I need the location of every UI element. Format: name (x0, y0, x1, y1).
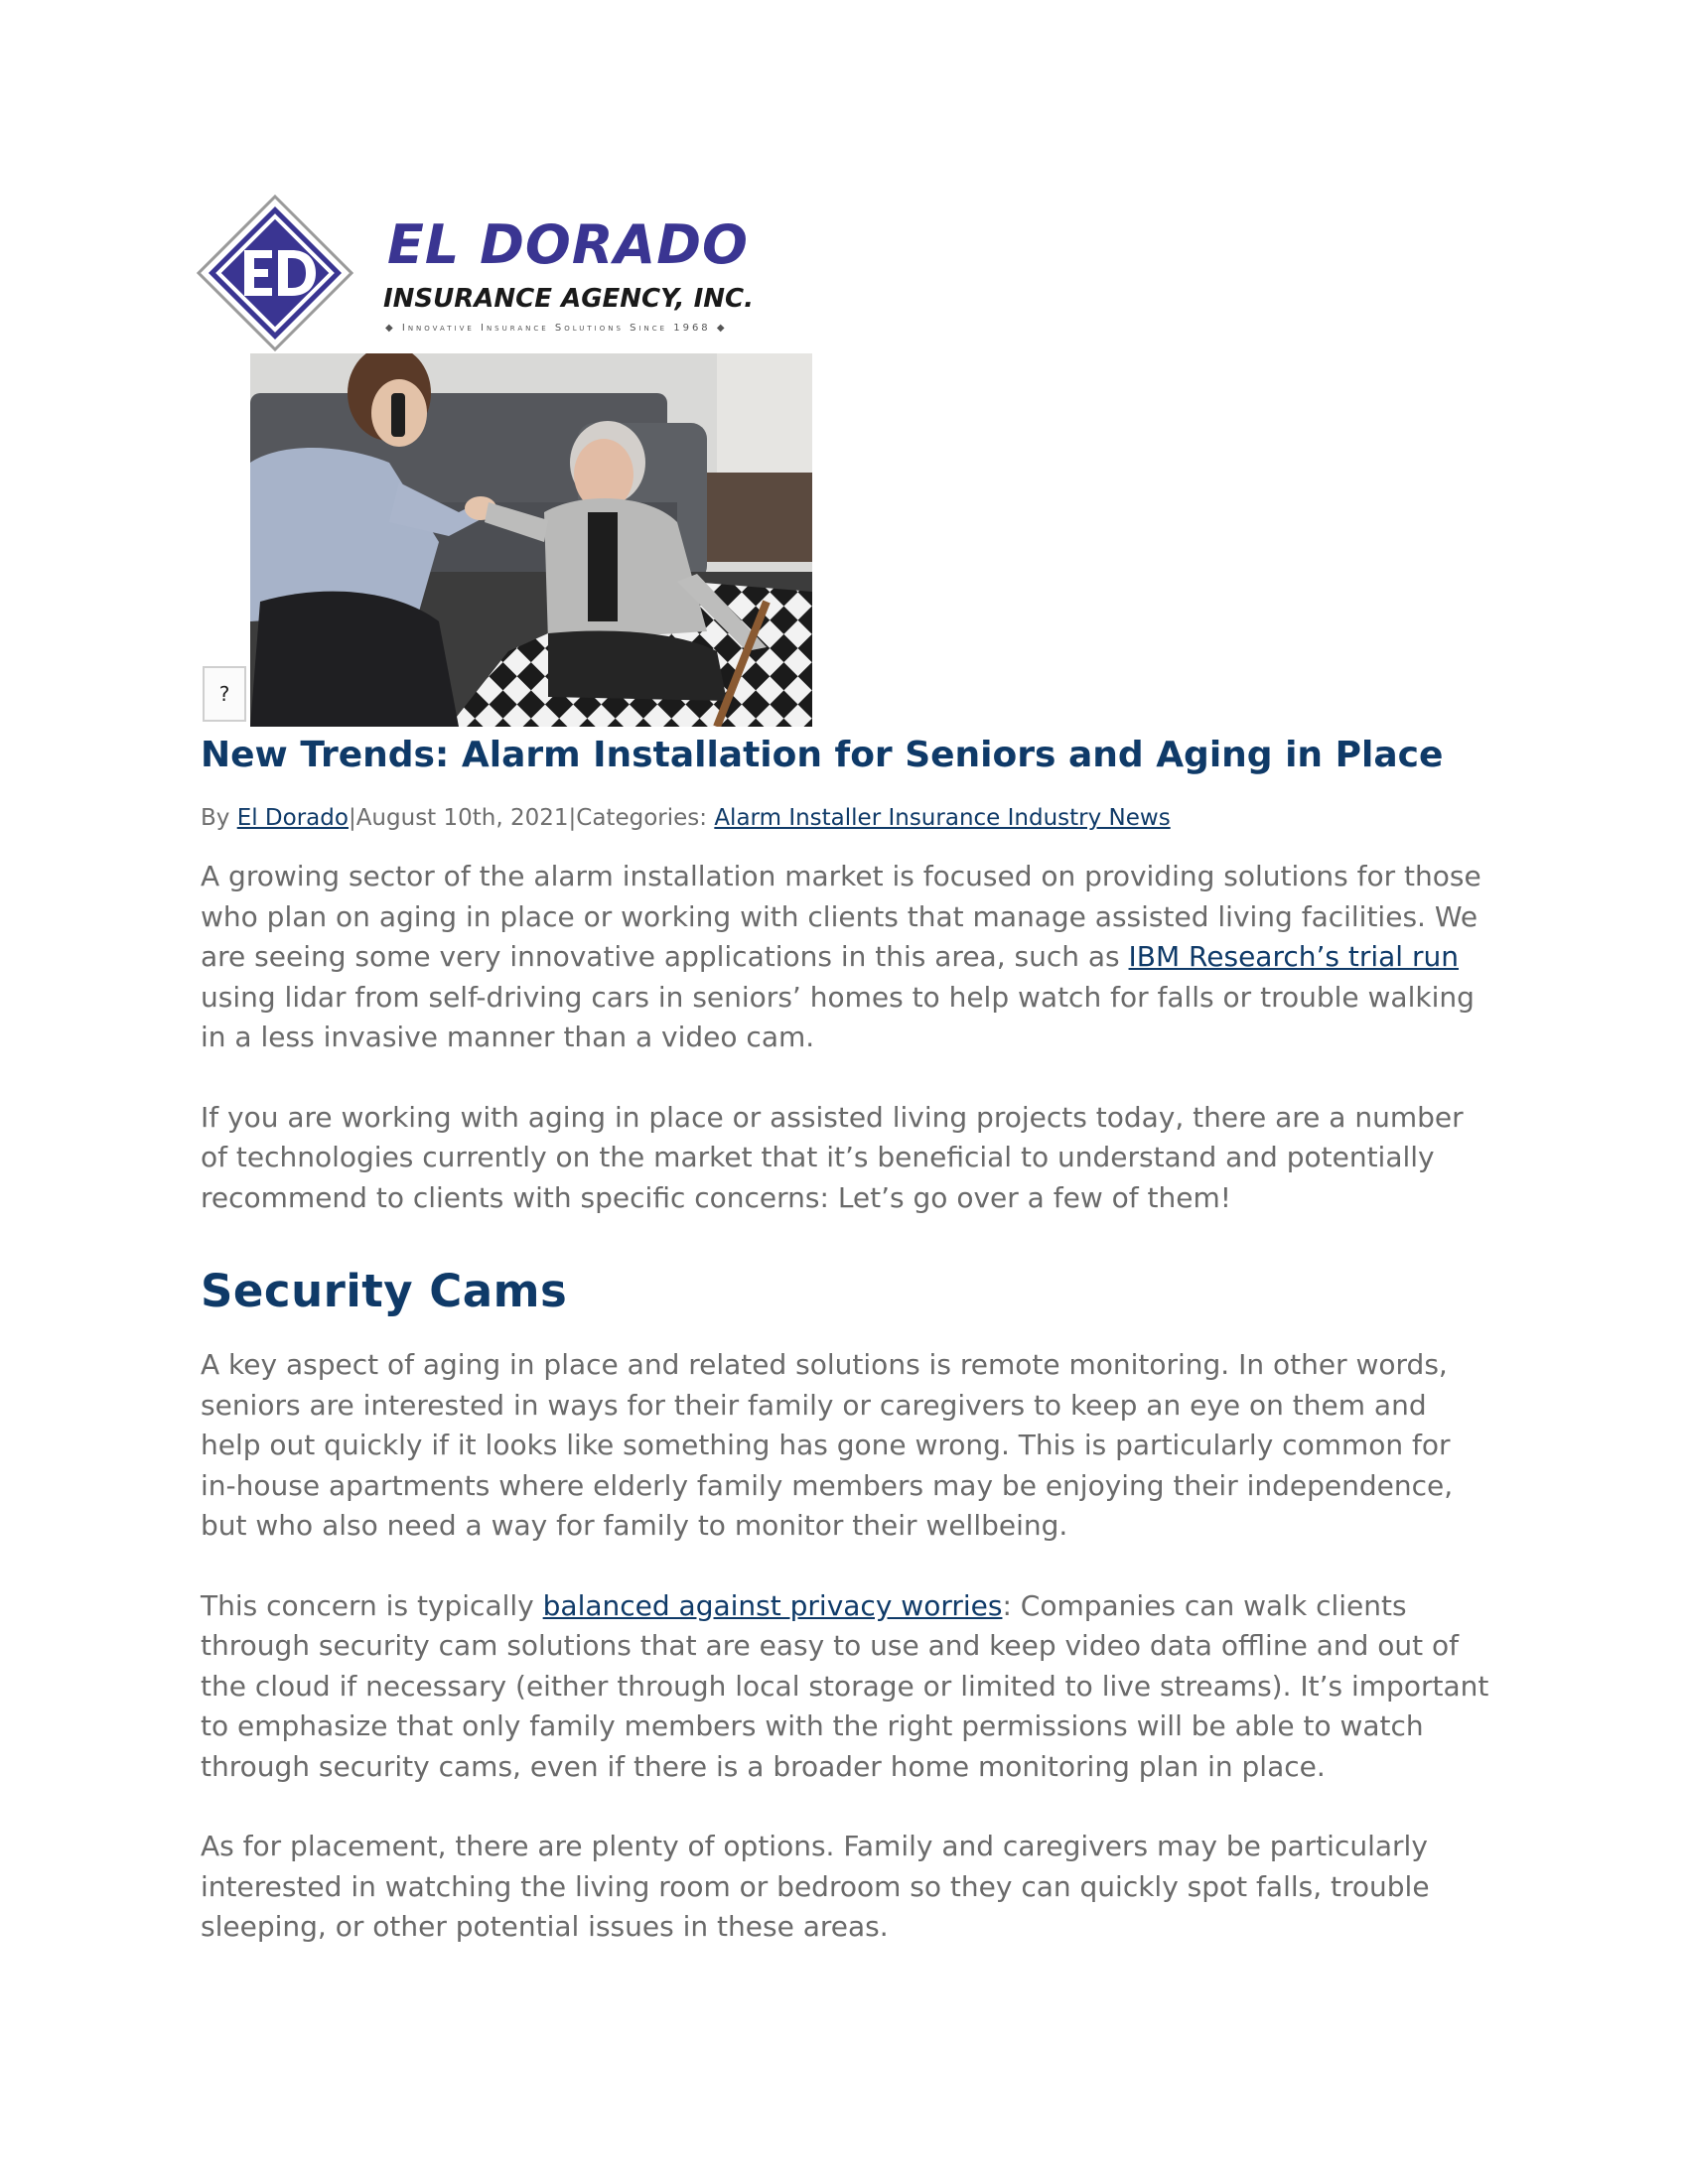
seniors-photo-illustration (250, 353, 812, 727)
category-link[interactable]: Alarm Installer Insurance Industry News (714, 805, 1171, 831)
paragraph: As for placement, there are plenty of options. Family and caregivers may be particularly interested in watching the living room or bedroom so they can quickly spot falls, trouble sleeping, or other potential issues in these areas. (201, 1830, 1430, 1943)
logo-tagline: ◆ Innovative Insurance Solutions Since 1968 ◆ (385, 323, 728, 334)
logo-subtitle: INSURANCE AGENCY, INC. (383, 284, 754, 314)
section-heading: Security Cams (201, 1265, 568, 1317)
image-placeholder-icon: ? (203, 666, 246, 722)
paragraph-text: using lidar from self-driving cars in seniors’ homes to help watch for falls or trouble walking in a less invasive manner than a video cam. (201, 980, 1475, 1053)
article-title: New Trends: Alarm Installation for Seniors and Aging in Place (201, 735, 1444, 775)
meta-separator: | (568, 805, 577, 831)
logo-diamond-icon (197, 195, 353, 351)
publish-date: August 10th, 2021 (355, 805, 569, 831)
article (201, 730, 1491, 1948)
article-photo (250, 353, 812, 727)
paragraph: A key aspect of aging in place and related solutions is remote monitoring. In other words, seniors are interested in ways for their family or caregivers to keep an eye on them and help out quickly if it looks like something has gone wrong. This is particularly common for in-house apartments where elderly family members may be enjoying their independence, but who also need a way for family to monitor their wellbeing. (201, 1348, 1454, 1542)
categories-label: Categories: (576, 805, 715, 831)
paragraph: If you are working with aging in place or assisted living projects today, there are a number of technologies currently on the market that it’s beneficial to understand and potentially recommend to clients with specific concerns: Let’s go over a few of them! (201, 1100, 1464, 1214)
paragraph-text: This concern is typically (201, 1588, 543, 1622)
paragraph-text: : Companies can walk clients through security cam solutions that are easy to use and keep video data offline and out of the cloud if necessary (either through local storage or limited to live streams). It’s important to emphasize that only family members with the right permissions will be able to watch through security cams, even if there is a broader home monitoring plan in place. (201, 1588, 1489, 1783)
meta-separator: | (348, 805, 356, 831)
article-meta (201, 801, 1491, 835)
paragraph-text: A growing sector of the alarm installation market is focused on providing solutions for those who plan on aging in place or working with clients that manage assisted living facilities. We are seeing some very innovative applications in this area, such as (201, 860, 1481, 973)
privacy-worries-link[interactable]: balanced against privacy worries (542, 1588, 1003, 1622)
ibm-research-link[interactable]: IBM Research’s trial run (1128, 940, 1459, 973)
by-label: By (201, 805, 237, 831)
author-link[interactable]: El Dorado (236, 805, 349, 831)
paragraph (201, 857, 1491, 1058)
article-body (201, 857, 1491, 1218)
logo-name: EL DORADO (387, 213, 749, 276)
paragraph (201, 1586, 1491, 1788)
article-body-section (201, 1345, 1491, 1948)
company-logo (197, 195, 828, 351)
